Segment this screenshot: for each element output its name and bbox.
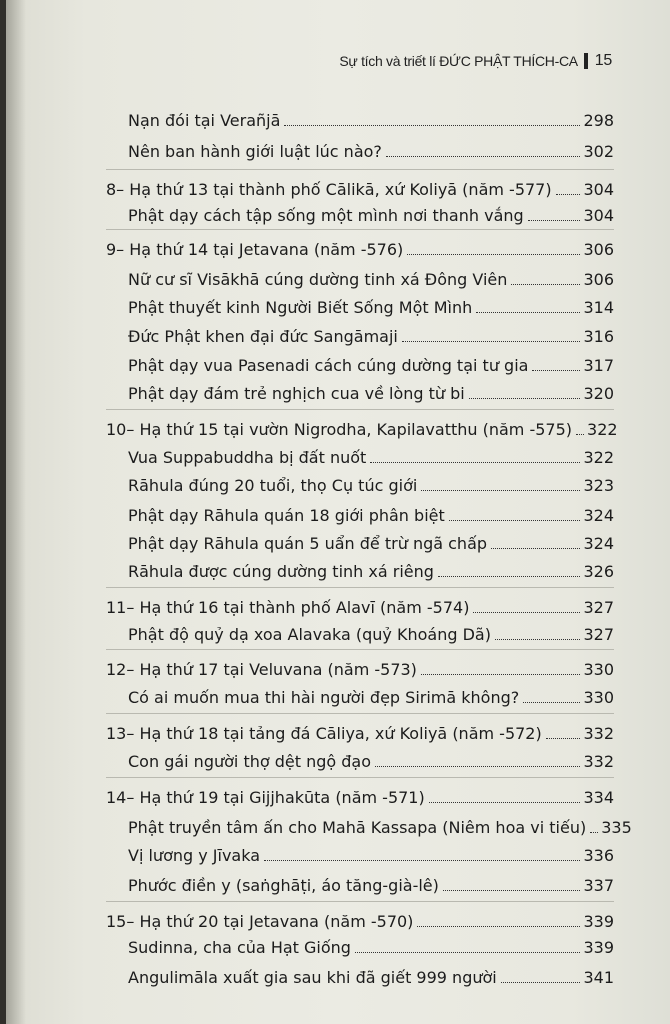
toc-entry-page: 302: [583, 142, 614, 161]
toc-entry-title: Sudinna, cha của Hạt Giống: [128, 938, 351, 957]
toc-entry-title: Nữ cư sĩ Visākhā cúng dường tinh xá Đông Viên: [128, 270, 508, 289]
toc-entry-page: 337: [583, 876, 614, 895]
dot-leader: [284, 125, 580, 126]
table-of-contents: [6, 0, 670, 1024]
toc-section-title: 12– Hạ thứ 17 tại Veluvana (năm -573): [106, 660, 417, 679]
toc-entry-page: 322: [583, 448, 614, 467]
toc-section: [106, 414, 618, 440]
dot-leader: [528, 220, 581, 221]
dot-leader: [511, 284, 580, 285]
toc-entry-title: Angulimāla xuất gia sau khi đã giết 999 người: [128, 968, 497, 987]
dot-leader: [449, 520, 581, 521]
toc-entry-title: Phật dạy Rāhula quán 18 giới phân biệt: [128, 506, 445, 525]
toc-entry: [128, 962, 614, 988]
toc-section-page: 322: [587, 420, 618, 439]
toc-entry: [128, 470, 614, 496]
toc-section-title: 8– Hạ thứ 13 tại thành phố Cālikā, xứ Koliyā (năm -577): [106, 180, 552, 199]
toc-section: [106, 654, 614, 680]
dot-leader: [495, 639, 581, 640]
dot-leader: [473, 612, 580, 613]
dot-leader: [407, 254, 580, 255]
dot-leader: [402, 341, 581, 342]
toc-entry-page: 304: [583, 206, 614, 225]
toc-entry: [128, 136, 614, 162]
toc-entry-title: Có ai muốn mua thi hài người đẹp Sirimā không?: [128, 688, 520, 707]
dot-leader: [355, 952, 581, 953]
toc-section: [106, 782, 614, 808]
toc-entry-title: Phật truyền tâm ấn cho Mahā Kassapa (Niêm hoa vi tiếu): [128, 818, 587, 837]
dot-leader: [443, 890, 581, 891]
section-divider: [106, 169, 614, 170]
toc-entry: [128, 321, 614, 347]
toc-entry-title: Rāhula được cúng dường tinh xá riêng: [128, 562, 434, 581]
toc-entry-page: 332: [583, 752, 614, 771]
dot-leader: [469, 398, 581, 399]
toc-entry-title: Phật thuyết kinh Người Biết Sống Một Mình: [128, 298, 473, 317]
toc-section-page: 330: [583, 660, 614, 679]
section-divider: [106, 777, 614, 778]
dot-leader: [386, 156, 581, 157]
dot-leader: [264, 860, 580, 861]
toc-entry-title: Phật dạy Rāhula quán 5 uẩn để trừ ngã chấp: [128, 534, 488, 553]
toc-section: [106, 234, 614, 260]
toc-entry: [128, 264, 614, 290]
dot-leader: [429, 802, 581, 803]
toc-entry: [128, 528, 614, 554]
toc-section-title: 9– Hạ thứ 14 tại Jetavana (năm -576): [106, 240, 404, 259]
toc-entry-page: 320: [583, 384, 614, 403]
dot-leader: [556, 194, 581, 195]
toc-entry-title: Phật độ quỷ dạ xoa Alavaka (quỷ Khoáng Dã): [128, 625, 491, 644]
toc-section-title: 13– Hạ thứ 18 tại tảng đá Cāliya, xứ Koliyā (năm -572): [106, 724, 542, 743]
toc-entry: [128, 870, 614, 896]
toc-section-title: 11– Hạ thứ 16 tại thành phố Alavī (năm -574): [106, 598, 470, 617]
section-divider: [106, 229, 614, 230]
toc-entry-page: 335: [601, 818, 632, 837]
toc-entry-page: 341: [583, 968, 614, 987]
section-divider: [106, 409, 614, 410]
toc-entry-page: 314: [583, 298, 614, 317]
book-page: [6, 0, 670, 1024]
toc-entry: [128, 292, 614, 318]
dot-leader: [375, 766, 580, 767]
toc-entry-title: Nạn đói tại Verañjā: [128, 111, 281, 130]
dot-leader: [501, 982, 581, 983]
toc-entry-page: 330: [583, 688, 614, 707]
toc-entry: [128, 932, 614, 958]
toc-entry: [128, 200, 614, 226]
toc-entry-title: Đức Phật khen đại đức Sangāmaji: [128, 327, 398, 346]
toc-entry-page: 326: [583, 562, 614, 581]
toc-section-title: 15– Hạ thứ 20 tại Jetavana (năm -570): [106, 912, 414, 931]
toc-entry: [128, 746, 614, 772]
section-divider: [106, 713, 614, 714]
dot-leader: [546, 738, 581, 739]
section-divider: [106, 649, 614, 650]
toc-section-page: 339: [583, 912, 614, 931]
toc-entry-title: Con gái người thợ dệt ngộ đạo: [128, 752, 372, 771]
toc-entry: [128, 105, 614, 131]
toc-section: [106, 592, 614, 618]
toc-entry-title: Vua Suppabuddha bị đất nuốt: [128, 448, 367, 467]
toc-entry: [128, 442, 614, 468]
toc-entry: [128, 840, 614, 866]
dot-leader: [532, 370, 580, 371]
toc-entry-title: Rāhula đúng 20 tuổi, thọ Cụ túc giới: [128, 476, 418, 495]
toc-entry: [128, 812, 632, 838]
toc-entry: [128, 556, 614, 582]
toc-section-page: 332: [583, 724, 614, 743]
dot-leader: [438, 576, 581, 577]
toc-section-page: 327: [583, 598, 614, 617]
toc-entry: [128, 350, 614, 376]
toc-section-page: 334: [583, 788, 614, 807]
toc-entry-page: 298: [583, 111, 614, 130]
toc-entry-title: Nên ban hành giới luật lúc nào?: [128, 142, 382, 161]
toc-entry-page: 336: [583, 846, 614, 865]
toc-entry-page: 323: [583, 476, 614, 495]
toc-entry-page: 324: [583, 534, 614, 553]
toc-entry-page: 306: [583, 270, 614, 289]
dot-leader: [576, 434, 584, 435]
toc-entry-title: Phật dạy cách tập sống một mình nơi thanh vắng: [128, 206, 524, 225]
toc-entry: [128, 682, 614, 708]
dot-leader: [491, 548, 580, 549]
dot-leader: [523, 702, 580, 703]
toc-section-page: 306: [583, 240, 614, 259]
toc-entry-title: Phước điền y (saṅghāṭi, áo tăng-già-lê): [128, 876, 439, 895]
toc-entry: [128, 619, 614, 645]
toc-entry-title: Phật dạy vua Pasenadi cách cúng dường tại tư gia: [128, 356, 529, 375]
toc-entry-page: 327: [583, 625, 614, 644]
dot-leader: [370, 462, 580, 463]
toc-section-page: 304: [583, 180, 614, 199]
toc-entry: [128, 378, 614, 404]
toc-entry-title: Vị lương y Jīvaka: [128, 846, 261, 865]
dot-leader: [476, 312, 580, 313]
toc-section: [106, 718, 614, 744]
toc-section-title: 10– Hạ thứ 15 tại vườn Nigrodha, Kapilavatthu (năm -575): [106, 420, 573, 439]
dot-leader: [590, 832, 598, 833]
toc-section: [106, 906, 614, 932]
toc-entry-page: 316: [583, 327, 614, 346]
toc-section-title: 14– Hạ thứ 19 tại Gijjhakūta (năm -571): [106, 788, 425, 807]
toc-entry-page: 324: [583, 506, 614, 525]
toc-entry: [128, 500, 614, 526]
section-divider: [106, 901, 614, 902]
toc-entry-title: Phật dạy đám trẻ nghịch cua về lòng từ bi: [128, 384, 465, 403]
toc-entry-page: 339: [583, 938, 614, 957]
section-divider: [106, 587, 614, 588]
toc-section: [106, 174, 614, 200]
dot-leader: [421, 490, 580, 491]
page-number: 15: [594, 52, 612, 69]
running-title: Sự tích và triết lí ĐỨC PHẬT THÍCH-CA: [339, 53, 578, 69]
dot-leader: [417, 926, 580, 927]
toc-entry-page: 317: [583, 356, 614, 375]
dot-leader: [421, 674, 581, 675]
